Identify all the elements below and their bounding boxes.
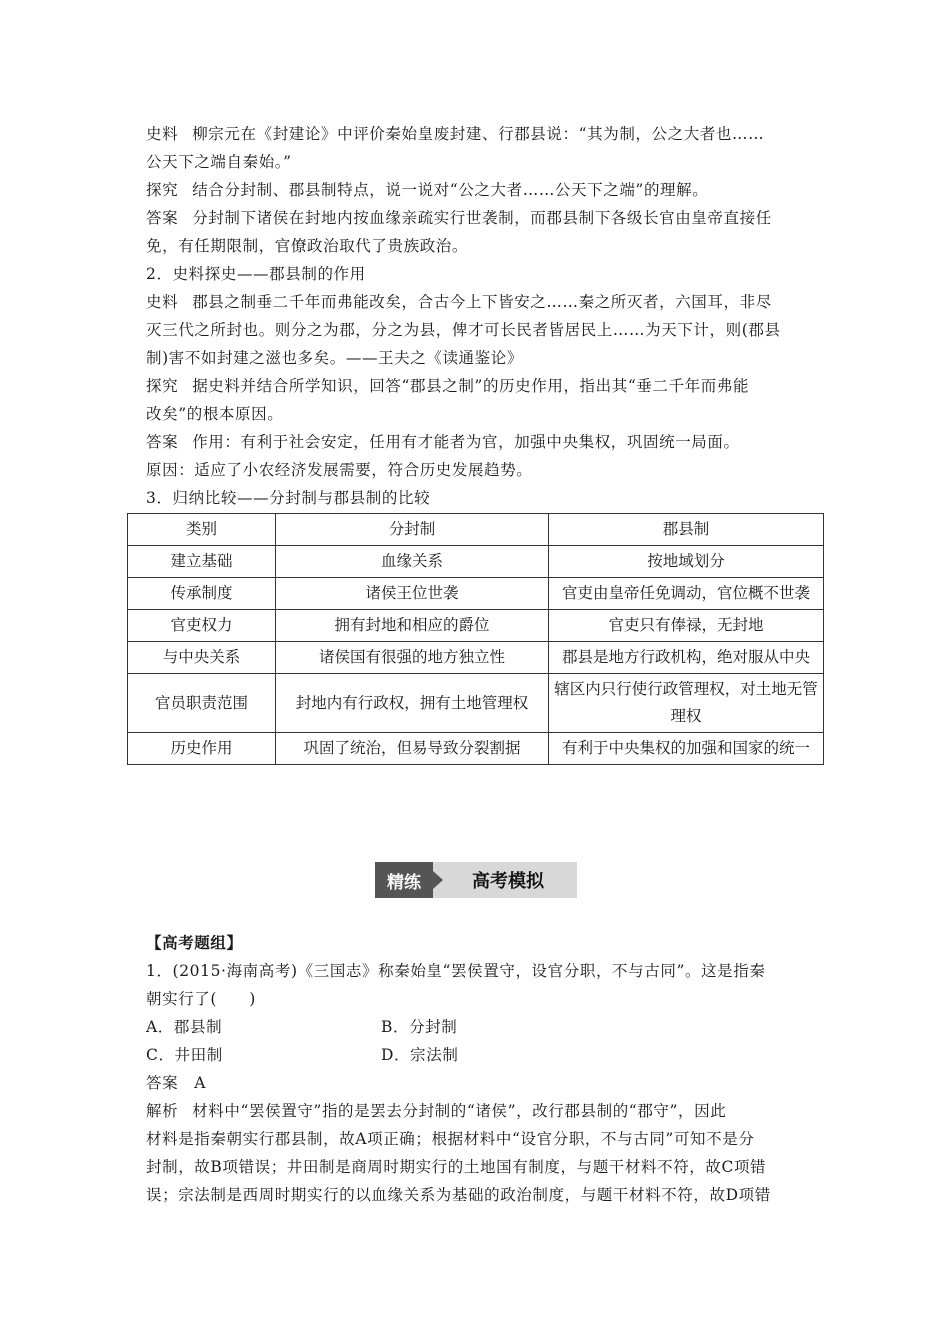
header-cell: 类别 <box>128 514 276 546</box>
s2-line-6 <box>146 432 740 452</box>
table-cell: 封地内有行政权，拥有土地管理权 <box>276 674 549 733</box>
label-tanjiu-2: 探究 <box>146 377 179 395</box>
s1-line-2: 公天下之端自秦始。” <box>146 153 292 171</box>
label-daan: 答案 <box>146 209 179 227</box>
table-cell: 巩固了统治，但易导致分裂割据 <box>276 733 549 765</box>
table-cell: 传承制度 <box>128 578 276 610</box>
section-banner <box>375 862 577 898</box>
s2-line-3: 制)害不如封建之滋也多矣。——王夫之《读通鉴论》 <box>146 349 523 367</box>
table-row <box>128 578 824 610</box>
s1-text-3: 结合分封制、郡县制特点，说一说对“公之大者……公天下之端”的理解。 <box>192 181 709 199</box>
table-cell: 有利于中央集权的加强和国家的统一 <box>549 733 824 765</box>
table-cell: 拥有封地和相应的爵位 <box>276 610 549 642</box>
option-c: C．井田制 <box>146 1046 223 1064</box>
s2-text-1: 郡县之制垂二千年而弗能改矣，合古今上下皆安之……秦之所灭者，六国耳，非尽 <box>192 293 772 311</box>
table-cell: 按地域划分 <box>549 546 824 578</box>
table-cell: 辖区内只行使行政管理权，对土地无管理权 <box>549 674 824 733</box>
arrow-right-icon <box>433 871 443 889</box>
s2-heading: 2．史料探史——郡县制的作用 <box>146 265 366 283</box>
s2-text-6: 作用：有利于社会安定，任用有才能者为官，加强中央集权，巩固统一局面。 <box>192 433 740 451</box>
label-tanjiu: 探究 <box>146 181 179 199</box>
question-stem-1: 1．(2015·海南高考)《三国志》称秦始皇“罢侯置守，设官分职，不与古同”。这是指秦 <box>146 962 766 980</box>
analysis-line-4: 误；宗法制是西周时期实行的以血缘关系为基础的政治制度，与题干材料不符，故D项错 <box>146 1186 771 1204</box>
header-cell: 郡县制 <box>549 514 824 546</box>
s1-text-4: 分封制下诸侯在封地内按血缘亲疏实行世袭制，而郡县制下各级长官由皇帝直接任 <box>192 209 772 227</box>
s1-line-1 <box>146 124 764 144</box>
banner-label <box>375 862 433 898</box>
table-row <box>128 642 824 674</box>
header-cell: 分封制 <box>276 514 549 546</box>
s2-line-1 <box>146 292 772 312</box>
table-row <box>128 733 824 765</box>
table-cell: 官吏权力 <box>128 610 276 642</box>
question-stem-2: 朝实行了( ) <box>146 990 256 1008</box>
table-cell: 诸侯国有很强的地方独立性 <box>276 642 549 674</box>
s2-text-4: 据史料并结合所学知识，回答“郡县之制”的历史作用，指出其“垂二千年而弗能 <box>192 377 750 395</box>
s1-line-4 <box>146 208 772 228</box>
analysis-text-1: 材料中“罢侯置守”指的是罢去分封制的“诸侯”，改行郡县制的“郡守”，因此 <box>192 1102 727 1120</box>
option-a: A．郡县制 <box>146 1018 223 1036</box>
s2-line-4 <box>146 376 749 396</box>
table-cell: 血缘关系 <box>276 546 549 578</box>
s2-line-5: 改矣”的根本原因。 <box>146 405 284 423</box>
label-shiliao-2: 史料 <box>146 293 179 311</box>
analysis-line-2: 材料是指秦朝实行郡县制，故A项正确；根据材料中“设官分职，不与古同”可知不是分 <box>146 1130 755 1148</box>
banner-left-text: 精练 <box>387 872 421 893</box>
table-cell: 郡县是地方行政机构，绝对服从中央 <box>549 642 824 674</box>
analysis-line-3: 封制，故B项错误；井田制是商周时期实行的土地国有制度，与题干材料不符，故C项错 <box>146 1158 767 1176</box>
table-row <box>128 674 824 733</box>
s2-line-2: 灭三代之所封也。则分之为郡，分之为县，俾才可长民者皆居民上……为天下计，则(郡县 <box>146 321 781 339</box>
question-group-heading: 【高考题组】 <box>146 934 243 952</box>
label-shiliao: 史料 <box>146 125 179 143</box>
table-cell: 与中央关系 <box>128 642 276 674</box>
s2-line-7: 原因：适应了小农经济发展需要，符合历史发展趋势。 <box>146 461 533 479</box>
table-cell: 历史作用 <box>128 733 276 765</box>
table-header-row <box>128 514 824 546</box>
banner-title: 高考模拟 <box>433 862 577 898</box>
s1-line-3 <box>146 180 708 200</box>
label-daan-2: 答案 <box>146 433 179 451</box>
table-row <box>128 546 824 578</box>
table-cell: 建立基础 <box>128 546 276 578</box>
comparison-table <box>127 513 824 765</box>
label-jiexi: 解析 <box>146 1102 179 1120</box>
option-b: B．分封制 <box>381 1018 458 1036</box>
table-row <box>128 610 824 642</box>
table-cell: 官吏由皇帝任免调动，官位概不世袭 <box>549 578 824 610</box>
answer-line: 答案 A <box>146 1074 207 1092</box>
s1-text-1: 柳宗元在《封建论》中评价秦始皇废封建、行郡县说：“其为制，公之大者也…… <box>192 125 765 143</box>
s1-line-5: 免，有任期限制，官僚政治取代了贵族政治。 <box>146 237 469 255</box>
table-cell: 官员职责范围 <box>128 674 276 733</box>
table-cell: 官吏只有俸禄，无封地 <box>549 610 824 642</box>
analysis-line-1 <box>146 1101 726 1121</box>
option-d: D．宗法制 <box>381 1046 459 1064</box>
s3-heading: 3．归纳比较——分封制与郡县制的比较 <box>146 489 431 507</box>
table-cell: 诸侯王位世袭 <box>276 578 549 610</box>
